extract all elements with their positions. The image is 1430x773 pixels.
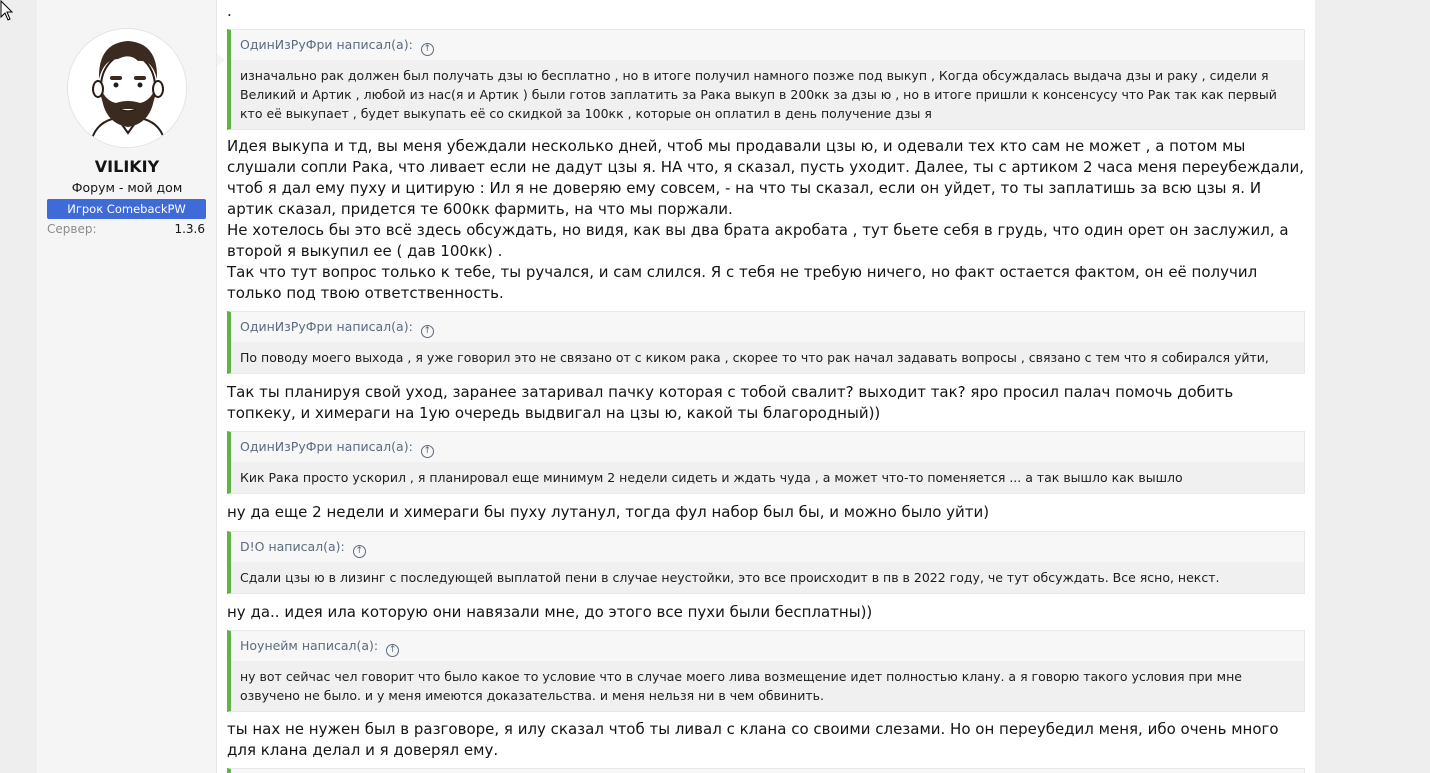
arrow-up-circle-icon[interactable]: ↑: [421, 325, 434, 338]
quote-text: Сдали цзы ю в лизинг с последующей выплатой пени в случае неустойки, это все происходит в пв в 2022 году, че тут обсуждать. Все ясно, некст.: [231, 562, 1304, 593]
quote-block: [227, 531, 1305, 594]
arrow-up-circle-icon[interactable]: ↑: [386, 644, 399, 657]
quote-header[interactable]: [231, 30, 1304, 60]
quote-block: [227, 29, 1305, 130]
quote-text: Кик Рака просто ускорил , я планировал еще минимум 2 недели сидеть и ждать чуда , а может что-то поменяется ... а так вышло как вышло: [231, 462, 1304, 493]
reply-paragraph: ну да еще 2 недели и химераги бы пуху лутанул, тогда фул набор был бы, и можно было уйти): [227, 503, 990, 521]
quote-block: [227, 311, 1305, 374]
reply-paragraph: Идея выкупа и тд, вы меня убеждали несколько дней, чтоб мы продавали цзы ю, и одевали тех кто сам не может , а потом мы слушали сопли Рака, что ливает если не дадут цзы я. НА что, я сказал, пусть уходит. Далее, ты с артиком 2 часа меня переубеждали, чтоб я дал ему пуху и цитирую : Ил я не доверяю ему совсем, - на что ты сказал, если он уйдет, то ты заплатишь за всю цзы я. И артик сказал, придется те 600кк фармить, на что мы поржали.: [227, 137, 1305, 218]
quote-text: По поводу моего выхода , я уже говорил это не связано от с киком рака , скорее то что рак начал задавать вопросы , связано с тем что я собирался уйти,: [231, 342, 1304, 373]
quote-header[interactable]: [231, 432, 1304, 462]
server-label: Сервер:: [47, 222, 97, 236]
quote-text: изначально рак должен был получать дзы ю бесплатно , но в итоге получил намного позже под выкуп , Когда обсуждалась выдача дзы и раку , сидели я Великий и Артик , любой из нас(я и Артик ) были готов заплатить за Рака выкуп в 200кк за дзы ю , но в итоге пришли к консенсусу что Рак так как первый кто её выкупает , будет выкупать её со скидкой за 100кк , которые он оплатил в день получение дзы я: [231, 60, 1304, 129]
reply-paragraph: ну да.. идея ила которую они навязали мне, до этого все пухи были бесплатны)): [227, 603, 873, 621]
quote-author[interactable]: ОдинИзРуФри написал(а):: [240, 439, 413, 454]
server-value: 1.3.6: [174, 222, 205, 236]
quote-header[interactable]: [231, 312, 1304, 342]
avatar[interactable]: [67, 28, 187, 148]
mouse-cursor-icon: [0, 0, 14, 22]
reply-paragraph: Так ты планируя свой уход, заранее затаривал пачку которая с тобой свалит? выходит так? яро просил палач помочь добить топкеку, и химераги на 1ую очередь выдвигал на цзы ю, какой ты благородный)): [227, 383, 1234, 422]
reply-paragraph: Не хотелось бы это всё здесь обсуждать, но видя, как вы два брата акробата , тут бьете себя в грудь, что один орет он заслужил, а второй я выкупил ее ( дав 100кк) .: [227, 221, 1289, 260]
arrow-up-circle-icon[interactable]: ↑: [421, 445, 434, 458]
quote-block: [227, 431, 1305, 494]
leading-text: .: [227, 2, 232, 20]
reply-text: [227, 136, 1305, 304]
quote-author[interactable]: D!O написал(а):: [240, 539, 345, 554]
post-container: [37, 0, 1315, 773]
reply-paragraph: ты нах не нужен был в разговоре, я илу сказал чтоб ты ливал с клана со своими слезами. Но он переубедил меня, ибо очень много для клана делал и я доверял ему.: [227, 720, 1279, 759]
quote-block-partial: [227, 768, 1305, 773]
quote-text: ну вот сейчас чел говорит что было какое то условие что в случае моего лива возмещение идет полностью клану. а я говорю такого условия при мне озвучено не было. и у меня имеются доказательства. и меня нельзя ни в чем обвинить.: [231, 661, 1304, 711]
quote-author[interactable]: ОдинИзРуФри написал(а):: [240, 37, 413, 52]
bearded-man-avatar-icon: [68, 29, 187, 148]
user-sidebar: [37, 0, 217, 773]
quote-author[interactable]: ОдинИзРуФри написал(а):: [240, 319, 413, 334]
quote-header[interactable]: [231, 532, 1304, 562]
quote-block: [227, 630, 1305, 712]
arrow-up-circle-icon[interactable]: ↑: [421, 43, 434, 56]
user-title: Форум - мой дом: [71, 180, 183, 195]
username[interactable]: VILIKIY: [94, 157, 160, 176]
sidebar-arrow: [217, 53, 225, 67]
quote-header[interactable]: [231, 631, 1304, 661]
user-banner: Игрок ComebackPW: [47, 199, 206, 219]
quote-author[interactable]: Ноунейм написал(а):: [240, 638, 379, 653]
arrow-up-circle-icon[interactable]: ↑: [353, 545, 366, 558]
reply-paragraph: Так что тут вопрос только к тебе, ты ручался, и сам слился. Я с тебя не требую ничего, но факт остается фактом, он её получил только под твою ответственность.: [227, 263, 1258, 302]
